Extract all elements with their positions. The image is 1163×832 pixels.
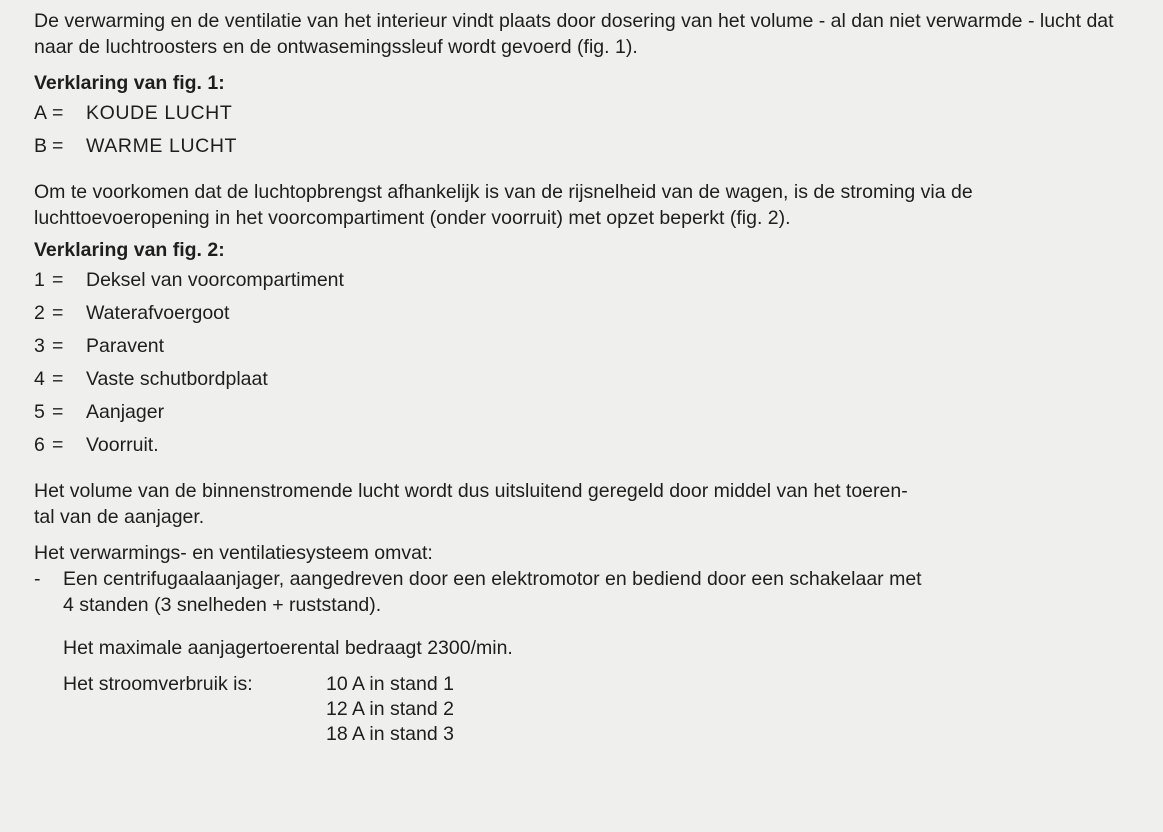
legend-item <box>34 428 1149 461</box>
legend-item <box>34 129 1149 162</box>
current-consumption <box>63 671 1149 746</box>
legend-equals: = <box>52 334 64 357</box>
volume-line: Het volume van de binnenstromende lucht wordt dus uitsluitend geregeld door middel van het toeren- <box>34 480 908 502</box>
legend-key: 1 <box>34 268 45 291</box>
legend-key: B <box>34 134 48 157</box>
fig1-legend-heading: Verklaring van fig. 1: <box>34 72 225 94</box>
legend-text: Waterafvoergoot <box>86 301 230 324</box>
legend-text: Paravent <box>86 334 165 357</box>
legend-text: Voorruit. <box>86 433 159 456</box>
volume-line: tal van de aanjager. <box>34 506 205 528</box>
legend-key: 4 <box>34 367 45 390</box>
intro-paragraph: De verwarming en de ventilatie van het interieur vindt plaats door dosering van het volume - al dan niet verwarmde - lucht dat naar de luchtroosters en de ontwasemingssleuf wordt gevoerd (fig. 1). <box>34 10 1114 58</box>
fig2-legend-heading: Verklaring van fig. 2: <box>34 239 225 261</box>
legend-item <box>34 362 1149 395</box>
legend-item <box>34 96 1149 129</box>
manual-page <box>34 8 1149 746</box>
legend-text: Vaste schutbordplaat <box>86 367 268 390</box>
flow-paragraph: Om te voorkomen dat de luchtopbrengst afhankelijk is van de rijsnelheid van de wagen, is de stroming via de luchttoevoeropening in het voorcompartiment (onder voorruit) met opzet beperkt (fig. 2). <box>34 181 973 229</box>
legend-text: WARME LUCHT <box>86 134 238 157</box>
legend-key: A <box>34 101 48 124</box>
legend-equals: = <box>52 134 64 157</box>
system-item-line: Een centrifugaalaanjager, aangedreven door een elektromotor en bediend door een schakelaar met <box>63 568 922 590</box>
max-speed-text: Het maximale aanjagertoerental bedraagt 2300/min. <box>63 637 513 659</box>
current-values <box>326 671 454 746</box>
legend-text: Aanjager <box>86 400 165 423</box>
current-label: Het stroomverbruik is: <box>63 673 253 695</box>
legend-text: KOUDE LUCHT <box>86 101 233 124</box>
system-intro: Het verwarmings- en ventilatiesysteem omvat: <box>34 542 433 564</box>
system-item-line: 4 standen (3 snelheden + ruststand). <box>63 594 382 616</box>
legend-key: 3 <box>34 334 45 357</box>
legend-equals: = <box>52 367 64 390</box>
current-value: 12 A in stand 2 <box>326 698 454 720</box>
legend-equals: = <box>52 101 64 124</box>
legend-item <box>34 329 1149 362</box>
legend-item <box>34 395 1149 428</box>
fig2-legend <box>34 263 1149 461</box>
volume-paragraph <box>34 478 1149 530</box>
legend-item <box>34 263 1149 296</box>
system-list-item <box>34 566 1149 618</box>
legend-equals: = <box>52 433 64 456</box>
legend-equals: = <box>52 268 64 291</box>
legend-text: Deksel van voorcompartiment <box>86 268 344 291</box>
legend-item <box>34 296 1149 329</box>
legend-equals: = <box>52 301 64 324</box>
current-value: 10 A in stand 1 <box>326 673 454 695</box>
current-value: 18 A in stand 3 <box>326 723 454 745</box>
legend-equals: = <box>52 400 64 423</box>
fig1-legend <box>34 96 1149 162</box>
legend-key: 2 <box>34 301 45 324</box>
legend-key: 6 <box>34 433 45 456</box>
legend-key: 5 <box>34 400 45 423</box>
list-dash: - <box>34 568 41 590</box>
